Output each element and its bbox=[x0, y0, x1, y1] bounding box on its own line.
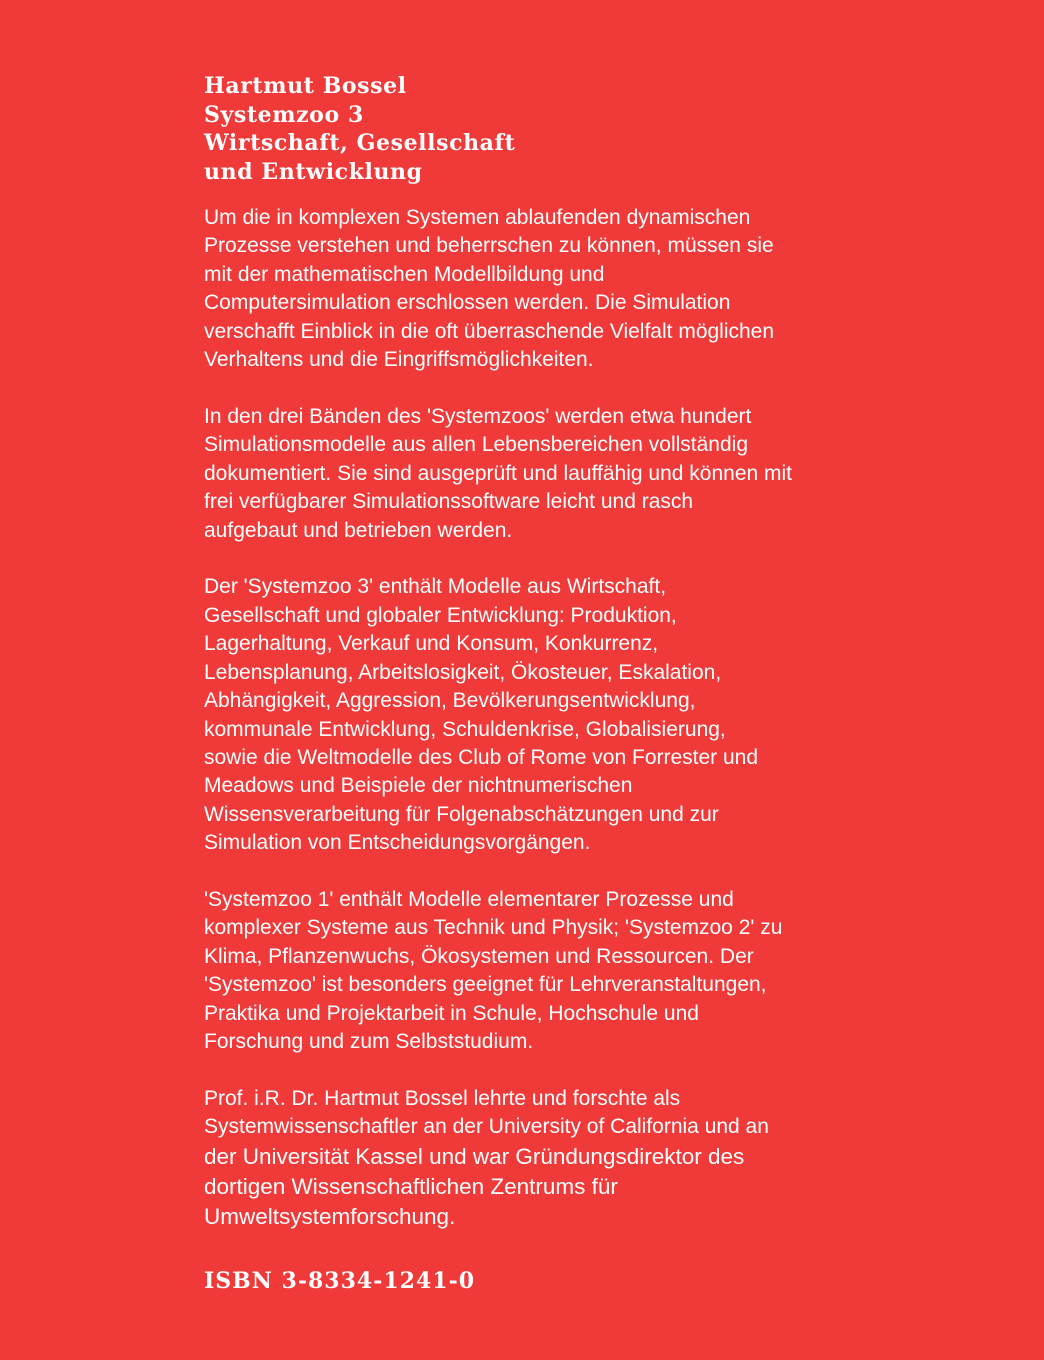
title-block bbox=[204, 72, 904, 186]
paragraph-line: dortigen Wissenschaftlichen Zentrums für bbox=[204, 1173, 618, 1199]
volumes-paragraph bbox=[204, 403, 904, 545]
paragraph-line: Lagerhaltung, Verkauf und Konsum, Konkurrenz, bbox=[204, 632, 659, 656]
intro-paragraph bbox=[204, 204, 904, 374]
paragraph-line: mit der mathematischen Modellbildung und bbox=[204, 262, 605, 286]
author-name: Hartmut Bossel bbox=[204, 73, 407, 99]
paragraph-line: Abhängigkeit, Aggression, Bevölkerungsentwicklung, bbox=[204, 689, 696, 713]
paragraph-line: Prof. i.R. Dr. Hartmut Bossel lehrte und forschte als bbox=[204, 1086, 681, 1110]
paragraph-line: Computersimulation erschlossen werden. Die Simulation bbox=[204, 291, 731, 315]
paragraph-line: frei verfügbarer Simulationssoftware leicht und rasch bbox=[204, 490, 694, 514]
isbn-number: ISBN 3-8334-1241-0 bbox=[204, 1267, 476, 1294]
book-subtitle-line-2: und Entwicklung bbox=[204, 158, 423, 185]
book-subtitle-line-1: Wirtschaft, Gesellschaft bbox=[204, 130, 516, 156]
paragraph-line: Klima, Pflanzenwuchs, Ökosystemen und Ressourcen. Der bbox=[204, 944, 754, 968]
paragraph-line: Wissensverarbeitung für Folgenabschätzungen und zur bbox=[204, 802, 719, 826]
contents-paragraph bbox=[204, 573, 904, 857]
paragraph-line: aufgebaut und betrieben werden. bbox=[204, 518, 513, 542]
paragraph-line: der Universität Kassel und war Gründungsdirektor des bbox=[204, 1143, 745, 1169]
paragraph-line: Verhaltens und die Eingriffsmöglichkeiten. bbox=[204, 348, 594, 372]
author-bio-paragraph bbox=[204, 1085, 904, 1232]
paragraph-line: 'Systemzoo' ist besonders geeignet für Lehrveranstaltungen, bbox=[204, 973, 767, 997]
paragraph-line: Gesellschaft und globaler Entwicklung: Produktion, bbox=[204, 603, 677, 627]
paragraph-line: komplexer Systeme aus Technik und Physik; 'Systemzoo 2' zu bbox=[204, 916, 783, 940]
paragraph-line: In den drei Bänden des 'Systemzoos' werden etwa hundert bbox=[204, 404, 752, 428]
paragraph-line: Umweltsystemforschung. bbox=[204, 1203, 456, 1229]
paragraph-line: Praktika und Projektarbeit in Schule, Hochschule und bbox=[204, 1001, 699, 1025]
paragraph-line: Um die in komplexen Systemen ablaufenden dynamischen bbox=[204, 206, 751, 229]
paragraph-line: Der 'Systemzoo 3' enthält Modelle aus Wirtschaft, bbox=[204, 575, 667, 599]
back-cover bbox=[204, 72, 904, 1294]
series-paragraph bbox=[204, 886, 904, 1056]
paragraph-line: Simulationsmodelle aus allen Lebensbereichen vollständig bbox=[204, 433, 749, 457]
paragraph-line: sowie die Weltmodelle des Club of Rome von Forrester und bbox=[204, 745, 759, 769]
paragraph-line: Lebensplanung, Arbeitslosigkeit, Ökosteuer, Eskalation, bbox=[204, 660, 722, 684]
paragraph-line: Meadows und Beispiele der nichtnumerischen bbox=[204, 774, 633, 798]
paragraph-line: Prozesse verstehen und beherrschen zu können, müssen sie bbox=[204, 234, 774, 258]
paragraph-line: dokumentiert. Sie sind ausgeprüft und lauffähig und können mit bbox=[204, 461, 792, 485]
book-title: Systemzoo 3 bbox=[204, 101, 364, 128]
paragraph-line: Simulation von Entscheidungsvorgängen. bbox=[204, 831, 591, 855]
paragraph-line: verschafft Einblick in die oft überraschende Vielfalt möglichen bbox=[204, 319, 775, 343]
paragraph-line: Forschung und zum Selbststudium. bbox=[204, 1030, 534, 1054]
paragraph-line: 'Systemzoo 1' enthält Modelle elementarer Prozesse und bbox=[204, 888, 734, 912]
paragraph-line: Systemwissenschaftler an der University of California und an bbox=[204, 1115, 769, 1139]
paragraph-line: kommunale Entwicklung, Schuldenkrise, Globalisierung, bbox=[204, 717, 726, 741]
